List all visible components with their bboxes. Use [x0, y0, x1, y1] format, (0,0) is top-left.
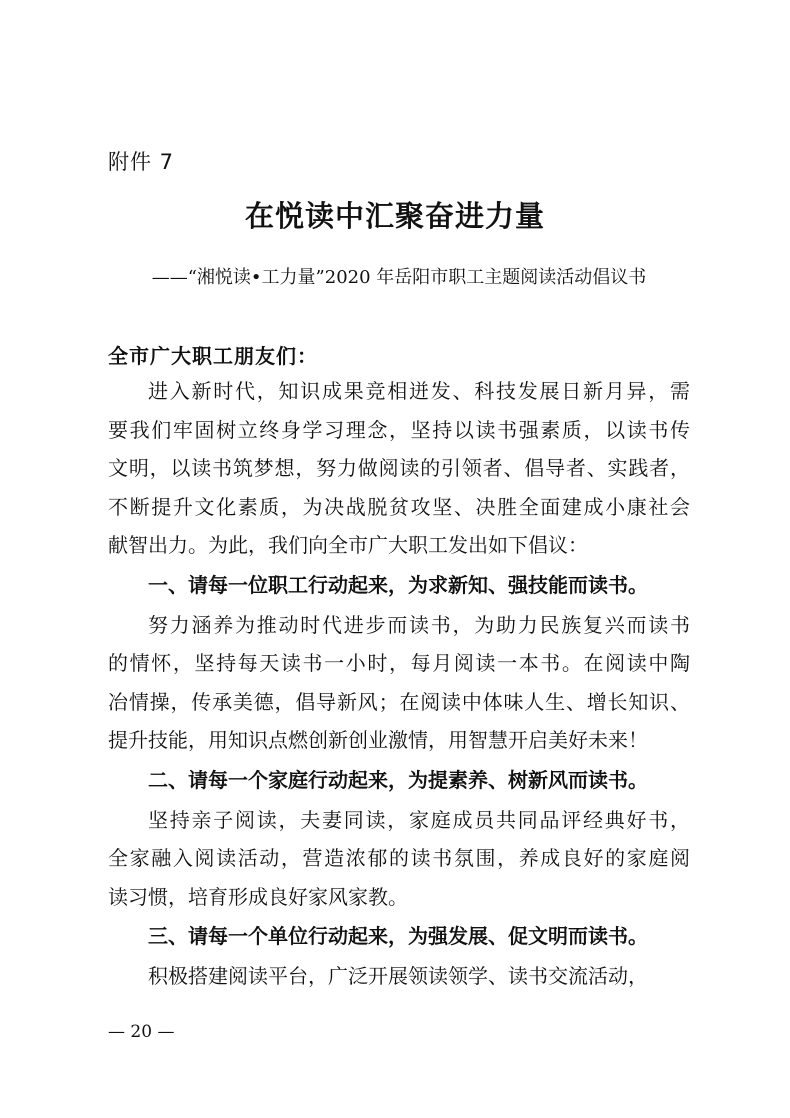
paragraph-line: 不断提升文化素质，为决战脱贫攻坚、决胜全面建成小康社会 — [108, 494, 690, 519]
body-text — [108, 372, 690, 996]
salutation: 全市广大职工朋友们： — [108, 344, 318, 368]
paragraph-line: 冶情操，传承美德，倡导新风；在阅读中体味人生、增长知识、 — [108, 689, 690, 714]
paragraph-line: 进入新时代，知识成果竞相迸发、科技发展日新月异，需 — [148, 379, 690, 403]
document-title: 在悦读中汇聚奋进力量 — [244, 199, 545, 233]
section-heading-1: 一、请每一位职工行动起来，为求新知、强技能而读书。 — [148, 572, 648, 597]
paragraph-line: 文明，以读书筑梦想，努力做阅读的引领者、倡导者、实践者， — [108, 456, 690, 480]
section-heading-2: 二、请每一个家庭行动起来，为提素养、树新风而读书。 — [148, 767, 648, 792]
paragraph-line: 的情怀，坚持每天读书一小时，每月阅读一本书。在阅读中陶 — [108, 651, 690, 675]
attachment-label: 附件 7 — [108, 150, 175, 174]
paragraph-line: 坚持亲子阅读，夫妻同读，家庭成员共同品评经典好书， — [148, 807, 690, 832]
paragraph-line: 要我们牢固树立终身学习理念，坚持以读书强素质，以读书传 — [108, 417, 690, 442]
page-number: — 20 — — [108, 1022, 175, 1042]
paragraph-line: 读习惯，培育形成良好家风家教。 — [108, 884, 408, 909]
paragraph-line: 努力涵养为推动时代进步而读书，为助力民族复兴而读书 — [148, 612, 690, 637]
section-heading-3: 三、请每一个单位行动起来，为强发展、促文明而读书。 — [148, 924, 648, 948]
paragraph-line: 提升技能，用知识点燃创新创业激情，用智慧开启美好未来！ — [108, 728, 648, 752]
document-subtitle: ——“湘悦读•工力量”2020 年岳阳市职工主题阅读活动倡议书 — [151, 267, 647, 288]
paragraph-line: 积极搭建阅读平台，广泛开展领读领学、读书交流活动， — [148, 964, 648, 988]
paragraph-line: 全家融入阅读活动，营造浓郁的读书氛围，养成良好的家庭阅 — [108, 846, 690, 870]
paragraph-line: 献智出力。为此，我们向全市广大职工发出如下倡议： — [108, 533, 588, 557]
